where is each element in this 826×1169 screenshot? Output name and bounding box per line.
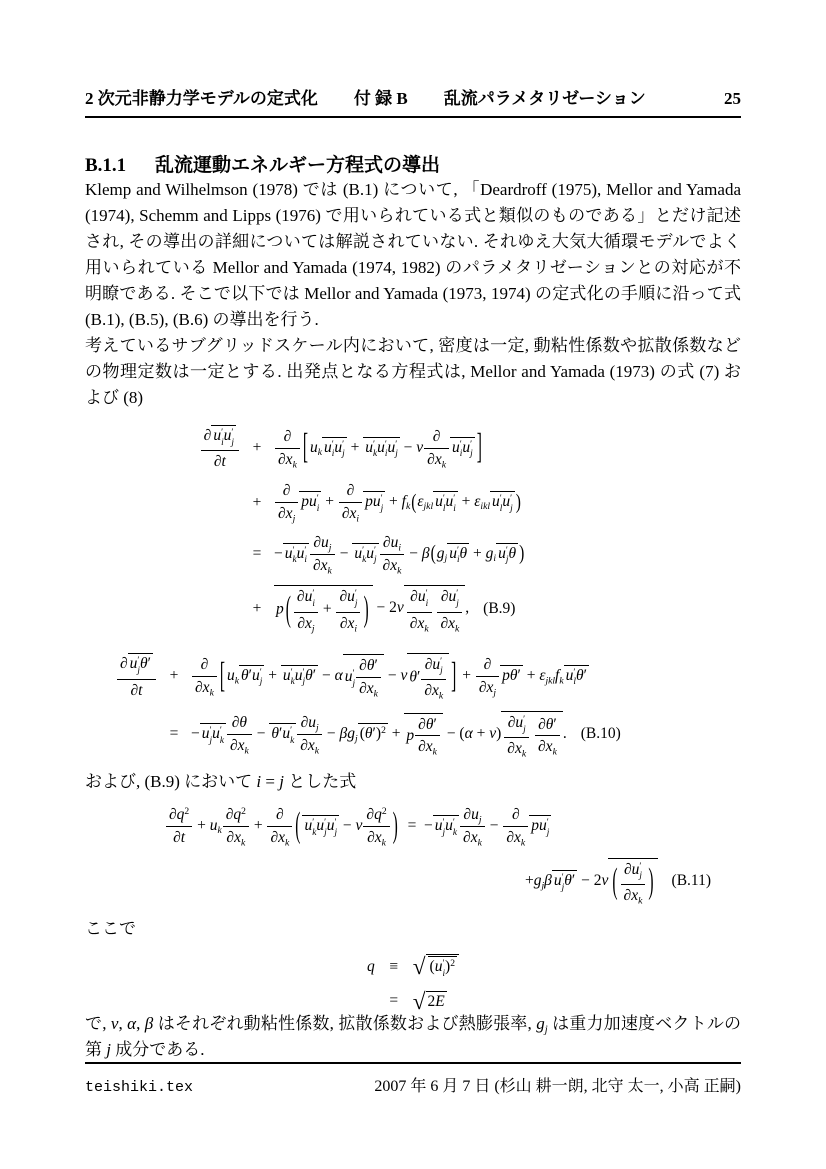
equation-b10-line-2: = − u ′ j u ′ k $\frac{\partial\theta}{\partial x_k}$ − θ′u ′ k $\frac{\partial u_j}{\partial x_k}$ − $\beta g_j$ $(\theta')^2 + p$ $\frac{\partial\theta'}{\partial x_k}$ − (α + ν) ∂u ′ j $\partial x_k$ $\frac{\partial\theta'}{\partial x_k}$ . (B.10) [85, 711, 741, 758]
section-title: 乱流運動エネルギー方程式の導出 [154, 155, 440, 176]
equation-label-b10: (B.10) [580, 725, 621, 743]
equation-b9-line-2: + ∂ $\partial x_j$ pu ′ i + ∂ $\partial x_i$ pu ′ j + $f_k(\varepsilon_{jkl}$ u ′ l u ′ i + $\varepsilon_{ikl}$ u ′ l u ′ j ) [252, 482, 521, 525]
section-number: B.1.1 [85, 155, 127, 176]
header-appendix-label: 付 録 B [353, 89, 408, 108]
equation-label-b9: (B.9) [483, 600, 516, 618]
paragraph-between: および, (B.9) において i = j とした式 [85, 772, 357, 792]
page-content [85, 0, 741, 1063]
equation-b9 [85, 425, 741, 633]
header-chapter-title: 2 次元非静力学モデルの定式化 [85, 89, 318, 108]
page-footer [85, 1062, 741, 1096]
footer-filename: teishiki.tex [85, 1079, 194, 1096]
page-header [85, 84, 741, 118]
equation-b9-line-3: = − u ′ k u ′ i $\frac{\partial u_j}{\partial x_k}$ − u ′ k u ′ j $\frac{\partial u_i}{\partial x_k}$ − $\beta(g_j$ u ′ i $\theta + g_i$ u ′ j θ ) [252, 533, 525, 576]
equation-b11-line-2: $+g_j\beta$ u ′ j θ′ − 2ν ( ∂u ′ j $\partial x_k$ ) (B.11) [85, 858, 741, 905]
paragraph-symbols: で, ν, α, β はそれぞれ動粘性係数, 拡散係数および熱膨張率, $g_j$ は重力加速度ベクトルの第 j 成分である. [85, 1014, 742, 1060]
equation-b11-line-1: $\frac{\partial q^2}{\partial t}$ + $u_k$ $\frac{\partial q^2}{\partial x_k}$ + ∂ $\partial x_k$ ( u ′ k u ′ j u ′ j − ν $\frac{\partial q^2}{\partial x_k}$ ) = − u ′ j u ′ k $\frac{\partial u_j}{\partial x_k}$ − ∂ $\partial x_k$ pu ′ j [85, 806, 741, 847]
equation-label-b11: (B.11) [671, 872, 711, 890]
footer-date-authors: 2007 年 6 月 7 日 (杉山 耕一朗, 北守 太一, 小高 正嗣) [374, 1078, 741, 1095]
connector-text: ここで [85, 918, 136, 938]
equation-b10 [85, 653, 741, 758]
equation-b9-line-4: + p ( ∂u ′ i $\partial x_j$ + ∂u ′ j $\partial x_i$ ) − 2ν ∂u ′ i $\partial x_k$ ∂u ′ j $\partial x_k$ , (B.9) [85, 585, 741, 632]
equation-b9-line-1: ∂ u ′ i u ′ j ∂t + ∂ $\partial x_k$ [ $u_k$ u ′ i u ′ j + u ′ k u ′ i u ′ j − ν ∂ $\partial x_k$ u ′ i u ′ j ] [85, 425, 741, 471]
equation-b11 [85, 806, 741, 905]
header-appendix-title: 乱流パラメタリゼーション [443, 89, 646, 108]
paragraph-intro: Klemp and Wilhelmson (1978) では (B.1) について, 「Deardroff (1975), Mellor and Yamada (1974), Schemm and Lipps (1976) で用いられている式と類似のものである」とだけ記述され, その導出の詳細については解説されていない. それゆえ大気大循環モデルでよく用いられている Mellor and Yamada (1974, 1982) のパラメタリゼーションとの対応が不明瞭である. そこで以下では Mellor and Yamada (1973, 1974) の定式化の手順に沿って式 (B.1), (B.5), (B.6) の導出を行う. [85, 180, 741, 329]
q-definition: q ≡ √ (u ′ i )$^2$ = √ 2E [85, 954, 741, 1011]
paragraph-setup: 考えているサブグリッドスケール内において, 密度は一定, 動粘性係数や拡散係数などの物理定数は一定とする. 出発点となる方程式は, Mellor and Yamada (1973) の式 (7) および (8) [85, 336, 741, 407]
equation-b10-line-1: ∂ u ′ j θ′ ∂t + ∂ $\partial x_k$ [ $u_k$ θ′u ′ j + u ′ k u ′ j θ′ − α u ′ j $\frac{\partial\theta'}{\partial x_k}$ − ν θ′ ∂u ′ j $\partial x_k$ ] + ∂ $\partial x_j$ $p\theta' + \varepsilon_{jkl}f_k$ u ′ l θ′ [85, 653, 741, 700]
page-number: 25 [724, 89, 741, 108]
section-heading [85, 150, 741, 177]
